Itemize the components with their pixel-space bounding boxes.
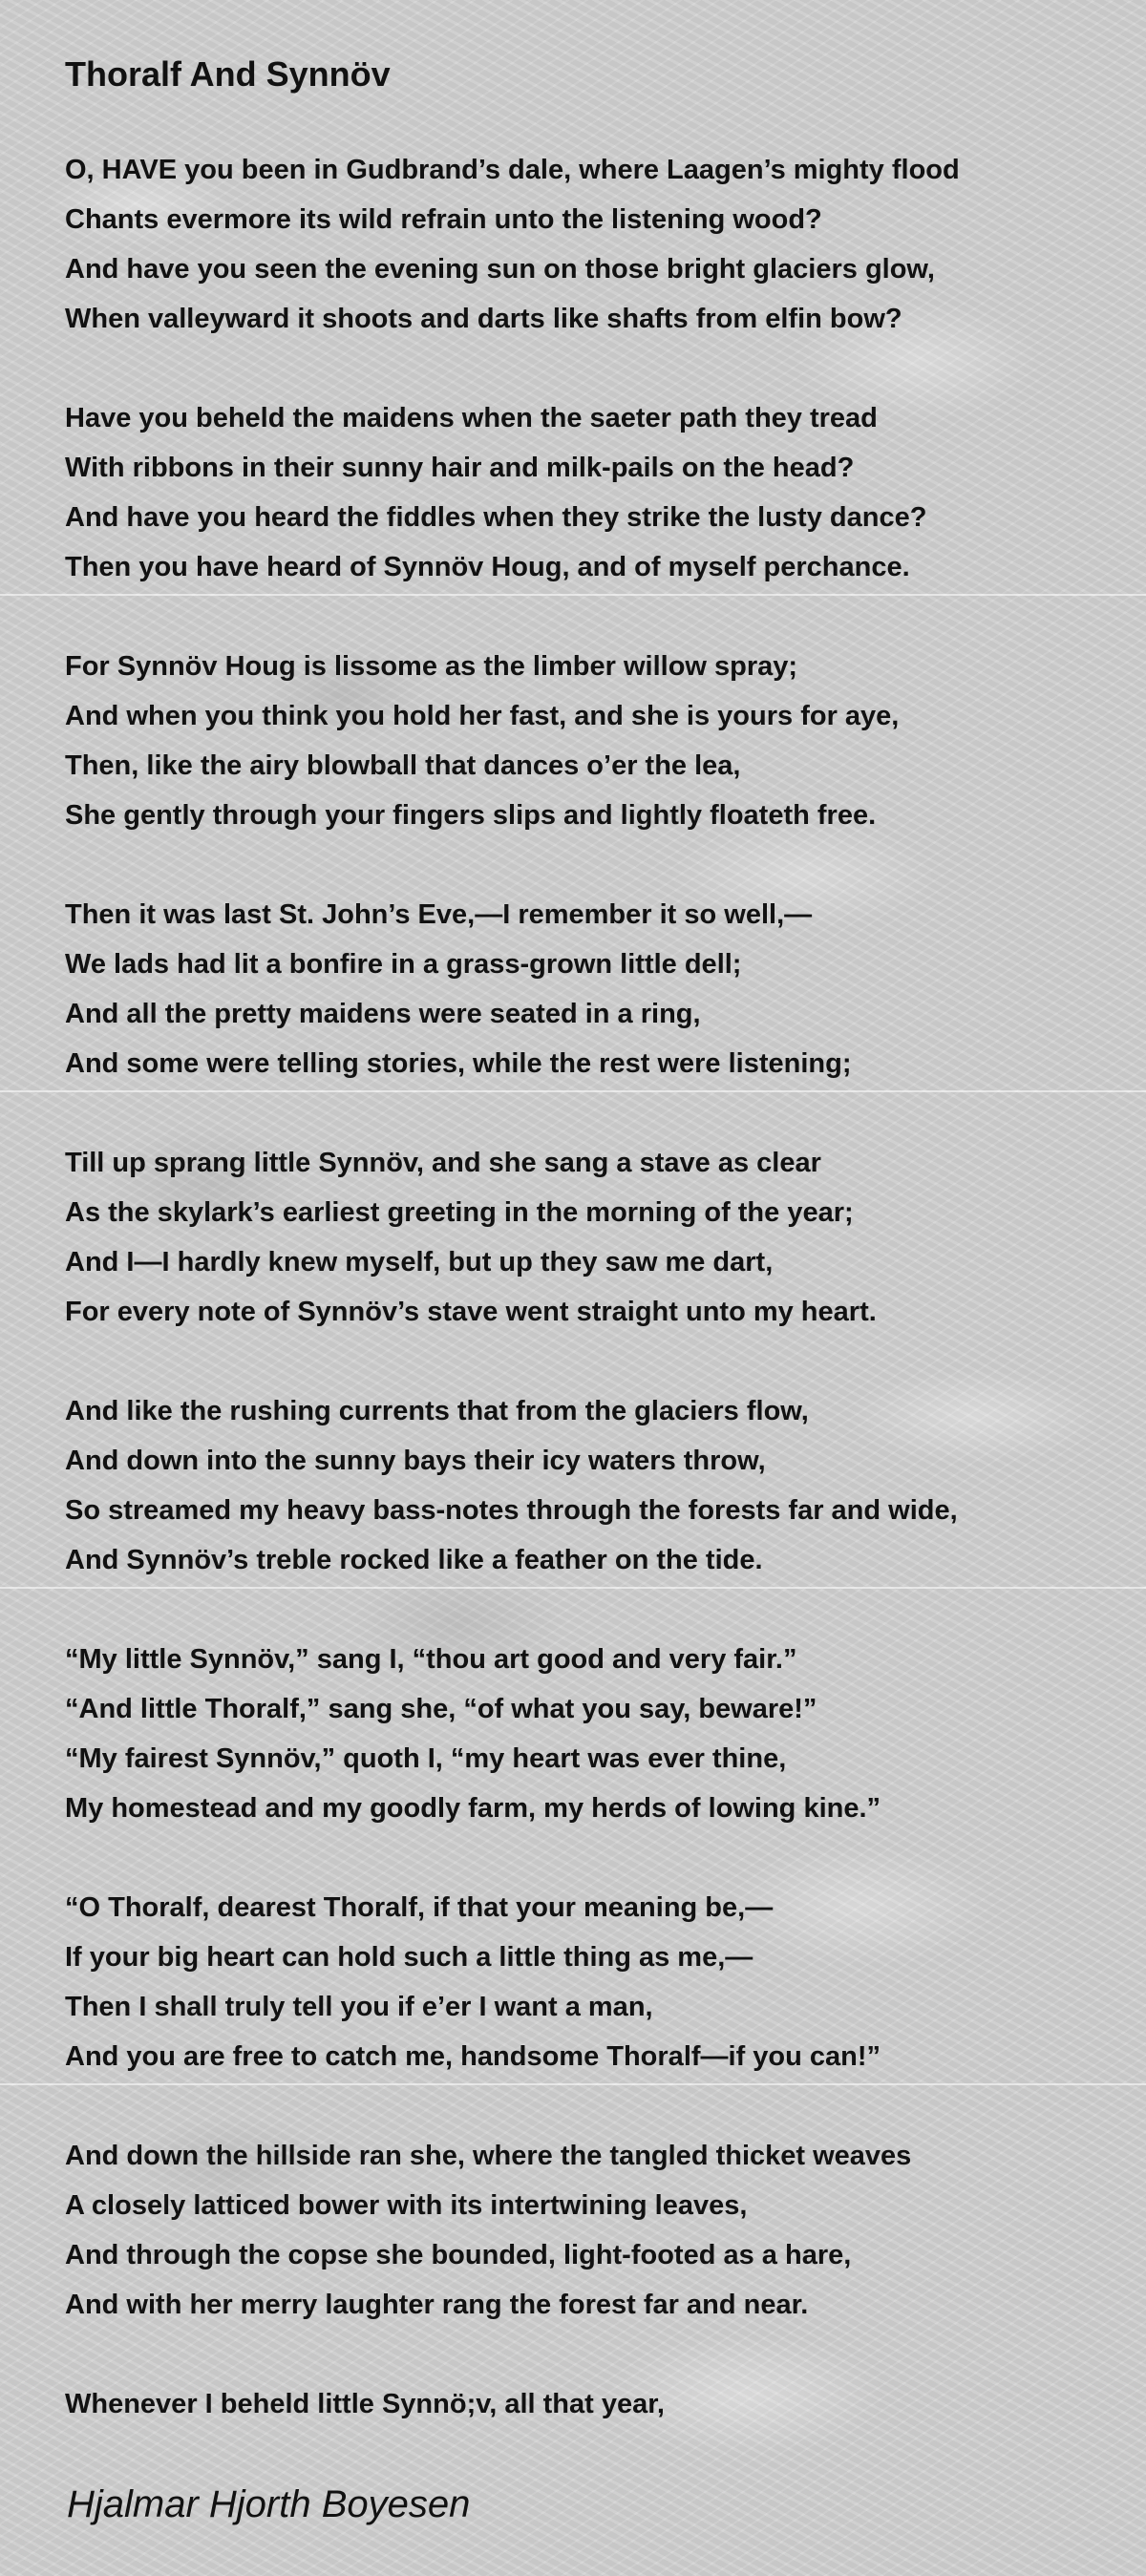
poem-line: A closely latticed bower with its intertwining leaves, [65,2190,748,2221]
poem-line: And with her merry laughter rang the forest far and near. [65,2290,809,2320]
poem-line: And down into the sunny bays their icy waters throw, [65,1446,766,1476]
poem-line: And you are free to catch me, handsome Thoralf—if you can!” [65,2041,881,2072]
poem-line: Then I shall truly tell you if e’er I want a man, [65,1992,653,2022]
stanza-break [65,2330,1115,2379]
stanza-break [65,2081,1115,2131]
poem-body [65,145,1115,2429]
poem-line: She gently through your fingers slips and lightly floateth free. [65,800,877,831]
poem-line: And all the pretty maidens were seated in a ring, [65,999,701,1029]
poem-line: “My little Synnöv,” sang I, “thou art good and very fair.” [65,1644,797,1675]
poem-line: And like the rushing currents that from the glaciers flow, [65,1396,809,1426]
poem-line: Then, like the airy blowball that dances o’er the lea, [65,750,741,781]
poem-line: For every note of Synnöv’s stave went straight unto my heart. [65,1297,877,1327]
stanza-break [65,840,1115,890]
stanza-break [65,1585,1115,1635]
poem-line: My homestead and my goodly farm, my herds of lowing kine.” [65,1793,881,1824]
stanza-break [65,1337,1115,1386]
poem-line: And have you heard the fiddles when they strike the lusty dance? [65,502,927,533]
poem-line: And I—I hardly knew myself, but up they saw me dart, [65,1247,774,1277]
poem-line: And Synnöv’s treble rocked like a feather on the tide. [65,1545,763,1575]
poem-line: For Synnöv Houg is lissome as the limber willow spray; [65,651,798,682]
stanza-break [65,1088,1115,1138]
poem-line: Whenever I beheld little Synnö;v, all that year, [65,2389,665,2419]
poem-line: And have you seen the evening sun on those bright glaciers glow, [65,254,935,285]
poem-line: As the skylark’s earliest greeting in the morning of the year; [65,1197,854,1228]
poem-line: And through the copse she bounded, light-footed as a hare, [65,2240,852,2270]
poem-line: Then it was last St. John’s Eve,—I remember it so well,— [65,899,813,930]
stanza-break [65,592,1115,642]
stanza-break [65,344,1115,393]
poem-line: “And little Thoralf,” sang she, “of what you say, beware!” [65,1694,817,1724]
poem-line: When valleyward it shoots and darts like shafts from elfin bow? [65,304,902,334]
poem-line: And some were telling stories, while the rest were listening; [65,1048,852,1079]
stanza-break [65,1833,1115,1883]
poem-line: O, HAVE you been in Gudbrand’s dale, where Laagen’s mighty flood [65,155,960,185]
poem-line: Have you beheld the maidens when the saeter path they tread [65,403,878,433]
poem-author: Hjalmar Hjorth Boyesen [67,2483,471,2525]
poem-line: If your big heart can hold such a little thing as me,— [65,1942,753,1973]
poem-line: Then you have heard of Synnöv Houg, and of myself perchance. [65,552,910,582]
poem-line: Chants evermore its wild refrain unto the listening wood? [65,204,822,235]
poem-line: Till up sprang little Synnöv, and she sang a stave as clear [65,1148,821,1178]
poem-line: We lads had lit a bonfire in a grass-grown little dell; [65,949,742,980]
poem-line: And down the hillside ran she, where the tangled thicket weaves [65,2141,912,2171]
poem-title: Thoralf And Synnöv [65,54,391,94]
poem-line: And when you think you hold her fast, and she is yours for aye, [65,701,900,731]
poem-line: With ribbons in their sunny hair and milk-pails on the head? [65,453,855,483]
poem-line: “My fairest Synnöv,” quoth I, “my heart was ever thine, [65,1743,787,1774]
poem-line: “O Thoralf, dearest Thoralf, if that your meaning be,— [65,1892,774,1923]
poem-line: So streamed my heavy bass-notes through the forests far and wide, [65,1495,958,1526]
